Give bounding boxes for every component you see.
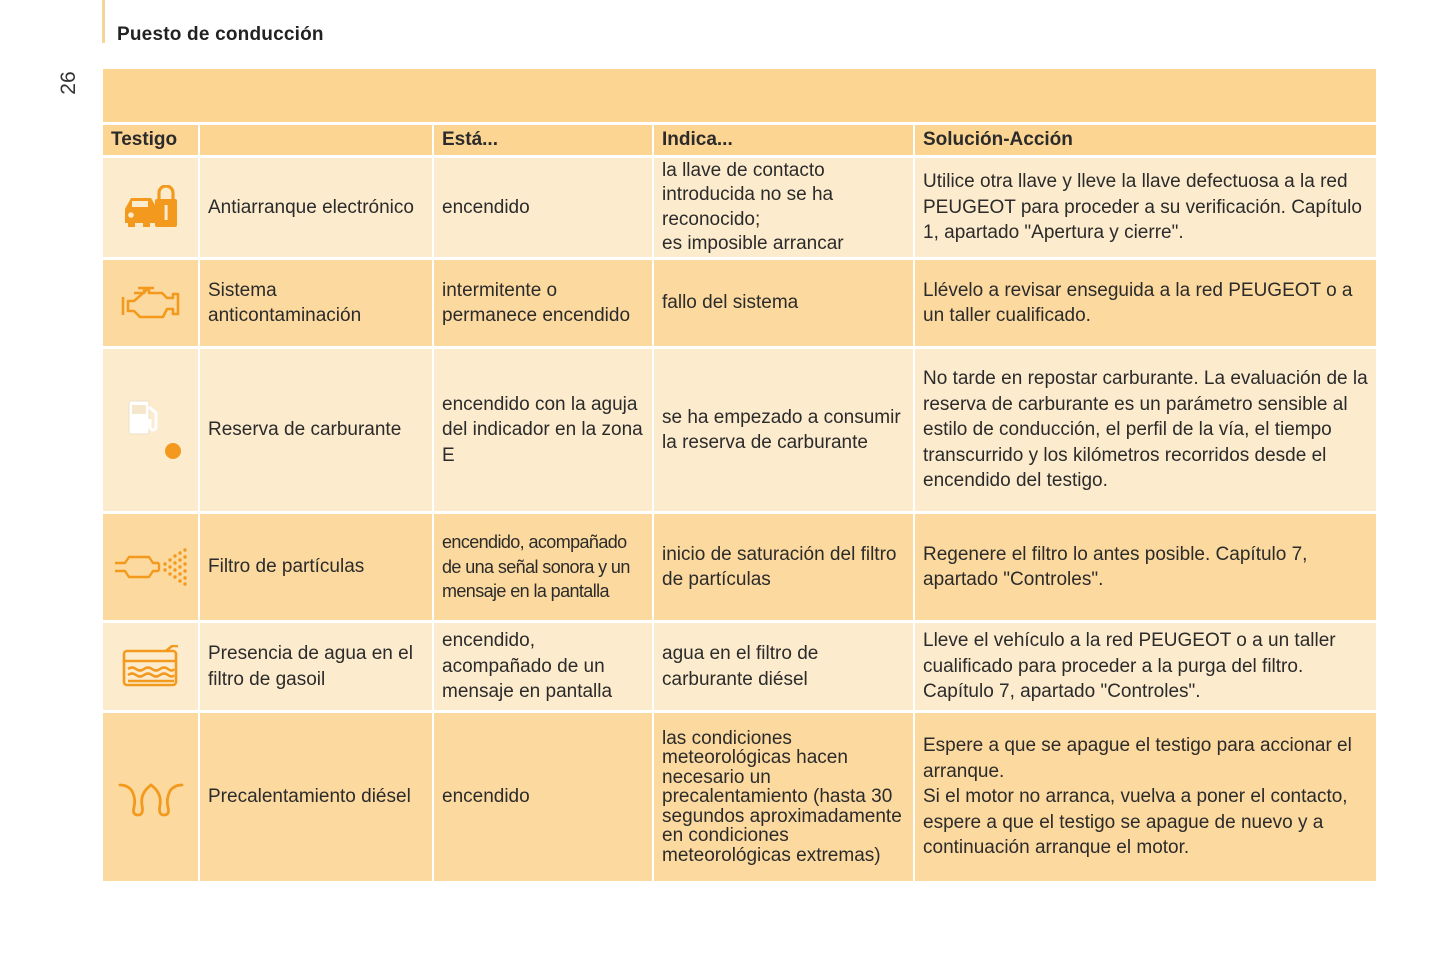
icon-cell xyxy=(103,514,198,620)
light-indication: se ha empezado a consumir la reserva de carburante xyxy=(654,349,913,511)
light-name: Antiarranque electrónico xyxy=(200,158,432,257)
particle-filter-icon xyxy=(113,547,189,587)
light-indication: inicio de saturación del filtro de partículas xyxy=(654,514,913,620)
column-header-solucion: Solución-Acción xyxy=(915,125,1376,155)
light-state: encendido, acompañado de una señal sonora y un mensaje en la pantalla xyxy=(434,514,652,620)
indication-text: la llave de contacto introducida no se ha reconocido; es imposible arrancar xyxy=(662,159,844,254)
light-action: Lleve el vehículo a la red PEUGEOT o a un taller cualificado para proceder a la purga del filtro. Capítulo 7, apartado "Controles". xyxy=(915,623,1376,710)
light-state: encendido xyxy=(434,713,652,881)
light-action: Regenere el filtro lo antes posible. Capítulo 7, apartado "Controles". xyxy=(915,514,1376,620)
light-state: encendido xyxy=(434,158,652,257)
light-name: Sistema anticontaminación xyxy=(200,260,432,346)
icon-cell xyxy=(103,623,198,710)
warning-lights-table xyxy=(101,122,1378,884)
table-header-row xyxy=(103,125,1376,155)
icon-cell xyxy=(103,349,198,511)
light-state: intermitente o permanece encendido xyxy=(434,260,652,346)
icon-cell xyxy=(103,713,198,881)
glow-plug-icon xyxy=(118,777,184,817)
section-title: Puesto de conducción xyxy=(117,24,324,45)
column-header-testigo: Testigo xyxy=(103,125,198,155)
table-row xyxy=(103,514,1376,620)
table-row xyxy=(103,260,1376,346)
light-indication: agua en el filtro de carburante diésel xyxy=(654,623,913,710)
key-car-icon xyxy=(121,185,181,231)
light-action: No tarde en repostar carburante. La evaluación de la reserva de carburante es un parámetro sensible al estilo de conducción, el perfil de la vía, el tiempo transcurrido y los kilómetros recorridos desde el encendido del testigo. xyxy=(915,349,1376,511)
water-in-fuel-icon xyxy=(120,645,182,689)
table-banner xyxy=(103,69,1376,122)
light-indication: las condiciones meteorológicas hacen necesario un precalentamiento (hasta 30 segundos aproximadamente en condiciones meteorológicas extremas) xyxy=(654,713,913,881)
light-name: Reserva de carburante xyxy=(200,349,432,511)
light-indication: fallo del sistema xyxy=(654,260,913,346)
fuel-pump-icon xyxy=(116,395,186,465)
engine-icon xyxy=(120,281,182,325)
light-indication xyxy=(654,158,913,257)
icon-cell xyxy=(103,260,198,346)
action-text: Espere a que se apague el testigo para accionar el arranque. Si el motor no arranca, vuelva a poner el contacto, espere a que el testigo se apague de nuevo y a continuación arranque el motor. xyxy=(923,735,1352,859)
light-name: Presencia de agua en el filtro de gasoil xyxy=(200,623,432,710)
column-header-esta: Está... xyxy=(434,125,652,155)
page-number: 26 xyxy=(57,71,80,95)
table-row xyxy=(103,158,1376,257)
icon-cell xyxy=(103,158,198,257)
column-header-name xyxy=(200,125,432,155)
low-fuel-dot xyxy=(165,443,181,459)
side-rule xyxy=(102,0,105,43)
light-name: Filtro de partículas xyxy=(200,514,432,620)
light-name: Precalentamiento diésel xyxy=(200,713,432,881)
light-state: encendido con la aguja del indicador en la zona E xyxy=(434,349,652,511)
light-action xyxy=(915,713,1376,881)
table-row xyxy=(103,623,1376,710)
table-row xyxy=(103,349,1376,511)
column-header-indica: Indica... xyxy=(654,125,913,155)
table-row xyxy=(103,713,1376,881)
light-action: Llévelo a revisar enseguida a la red PEUGEOT o a un taller cualificado. xyxy=(915,260,1376,346)
light-action: Utilice otra llave y lleve la llave defectuosa a la red PEUGEOT para proceder a su verificación. Capítulo 1, apartado "Apertura y cierre". xyxy=(915,158,1376,257)
light-state: encendido, acompañado de un mensaje en pantalla xyxy=(434,623,652,710)
